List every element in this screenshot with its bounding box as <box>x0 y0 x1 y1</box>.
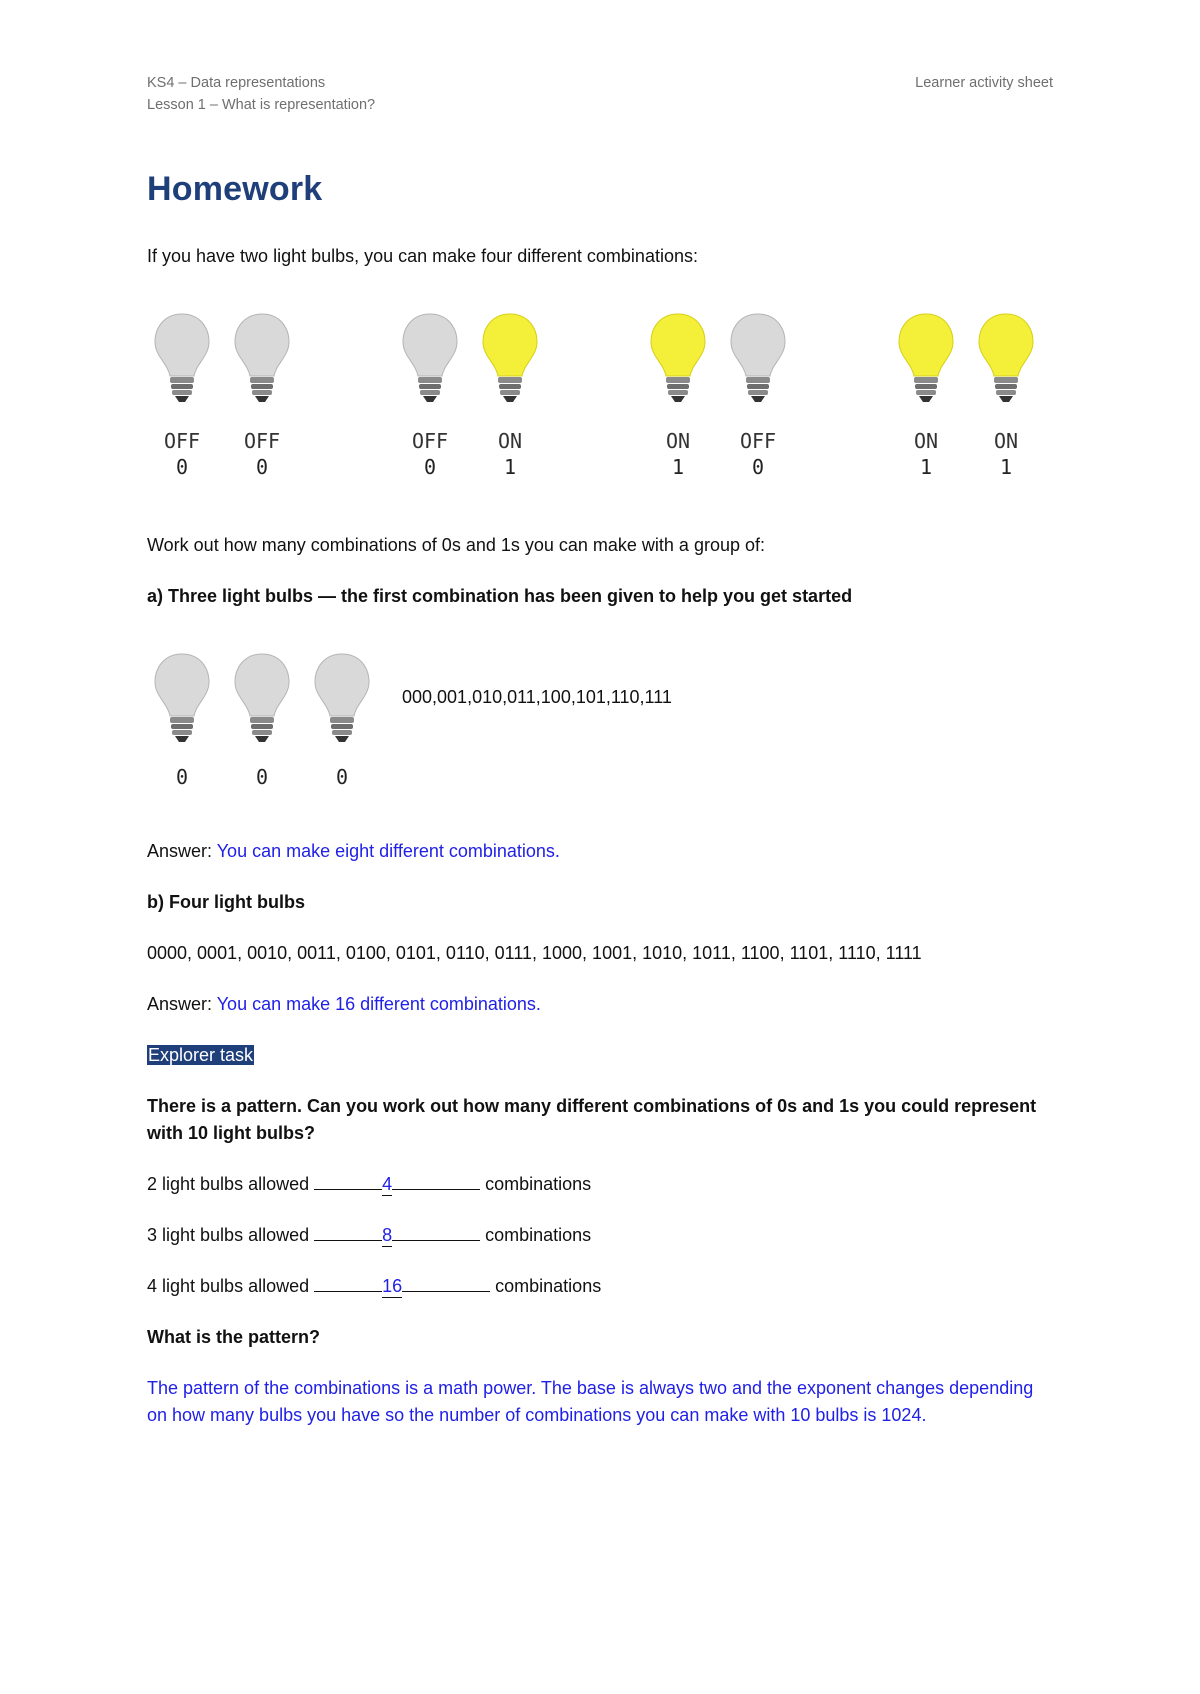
answer-label: Answer: <box>147 994 217 1014</box>
pattern-row <box>147 1222 591 1249</box>
explorer-task-label: Explorer task <box>148 1045 254 1065</box>
lightbulb-icon <box>312 650 372 760</box>
pattern-row-suffix: combinations <box>490 1276 602 1296</box>
explorer-question: There is a pattern. Can you work out how many different combinations of 0s and 1s you could represent with 10 light bulbs? <box>147 1096 1037 1143</box>
bulb-state: ON <box>665 429 691 453</box>
bulb-image <box>307 650 377 790</box>
pattern-question: What is the pattern? <box>147 1327 321 1347</box>
two-bulb-combinations <box>147 310 1067 480</box>
sheet-type-label: Learner activity sheet <box>915 75 1053 91</box>
bulb-image <box>475 310 545 480</box>
bulb-bit: 0 <box>423 455 437 479</box>
bulb-image <box>643 310 713 480</box>
pattern-row-value: 16 <box>382 1276 403 1296</box>
bulb-bit: 0 <box>255 455 269 479</box>
bulb-image <box>395 310 465 480</box>
lightbulb-icon <box>232 650 292 760</box>
bulb-bit: 0 <box>255 765 269 789</box>
pattern-row-suffix: combinations <box>480 1225 592 1245</box>
part-a-answer-line <box>147 838 560 865</box>
bulb-image <box>891 310 961 480</box>
bulb-state: OFF <box>411 429 449 453</box>
part-a-combos: 000,001,010,011,100,101,110,111 <box>402 687 672 707</box>
pattern-row-value: 4 <box>382 1174 393 1194</box>
lightbulb-icon <box>728 310 788 420</box>
bulb-state: OFF <box>739 429 777 453</box>
pattern-row-prefix: 3 light bulbs allowed <box>147 1225 315 1245</box>
intro-text: If you have two light bulbs, you can make four different combinations: <box>147 246 698 266</box>
part-a-answer: You can make eight different combinations. <box>216 841 560 861</box>
bulb-state: OFF <box>243 429 281 453</box>
lightbulb-icon <box>400 310 460 420</box>
lesson-label: Lesson 1 – What is representation? <box>147 97 376 113</box>
bulb-image <box>227 310 297 480</box>
lightbulb-icon <box>152 310 212 420</box>
bulb-image <box>147 310 217 480</box>
lightbulb-icon <box>896 310 956 420</box>
bulb-bit: 1 <box>671 455 685 479</box>
pattern-row <box>147 1171 591 1198</box>
lightbulb-icon <box>232 310 292 420</box>
lightbulb-icon <box>480 310 540 420</box>
part-b-combos: 0000, 0001, 0010, 0011, 0100, 0101, 0110, 0111, 1000, 1001, 1010, 1011, 1100, 1101, 1110, 1111 <box>147 943 922 963</box>
pattern-row <box>147 1273 601 1300</box>
bulb-bit: 1 <box>919 455 933 479</box>
bulb-bit: 0 <box>335 765 349 789</box>
pattern-row-value: 8 <box>382 1225 393 1245</box>
bulb-image <box>227 650 297 790</box>
bulb-state: ON <box>993 429 1019 453</box>
course-label: KS4 – Data representations <box>147 75 326 91</box>
bulb-state: ON <box>497 429 523 453</box>
bulb-image <box>971 310 1041 480</box>
bulb-bit: 0 <box>751 455 765 479</box>
bulb-bit: 1 <box>503 455 517 479</box>
page-title: Homework <box>147 170 323 208</box>
header-left <box>147 72 375 116</box>
bulb-image <box>147 650 217 790</box>
three-bulb-example <box>147 650 407 790</box>
pattern-row-prefix: 2 light bulbs allowed <box>147 1174 315 1194</box>
work-out-text: Work out how many combinations of 0s and 1s you can make with a group of: <box>147 535 765 555</box>
pattern-row-suffix: combinations <box>480 1174 592 1194</box>
bulb-bit: 0 <box>175 455 189 479</box>
part-a-heading: a) Three light bulbs — the first combination has been given to help you get started <box>147 586 853 606</box>
bulb-state: OFF <box>163 429 201 453</box>
part-b-heading: b) Four light bulbs <box>147 892 305 912</box>
page-header <box>147 72 1053 116</box>
pattern-row-prefix: 4 light bulbs allowed <box>147 1276 315 1296</box>
part-b-answer: You can make 16 different combinations. <box>216 994 541 1014</box>
bulb-image <box>723 310 793 480</box>
bulb-bit: 0 <box>175 765 189 789</box>
explorer-task-label-line <box>147 1042 254 1069</box>
answer-label: Answer: <box>147 841 217 861</box>
part-b-answer-line <box>147 991 541 1018</box>
bulb-bit: 1 <box>999 455 1013 479</box>
lightbulb-icon <box>152 650 212 760</box>
pattern-answer: The pattern of the combinations is a math power. The base is always two and the exponent changes depending on how many bulbs you have so the number of combinations you can make with 10 bulbs is 1024. <box>147 1378 1034 1425</box>
lightbulb-icon <box>648 310 708 420</box>
lightbulb-icon <box>976 310 1036 420</box>
bulb-state: ON <box>913 429 939 453</box>
